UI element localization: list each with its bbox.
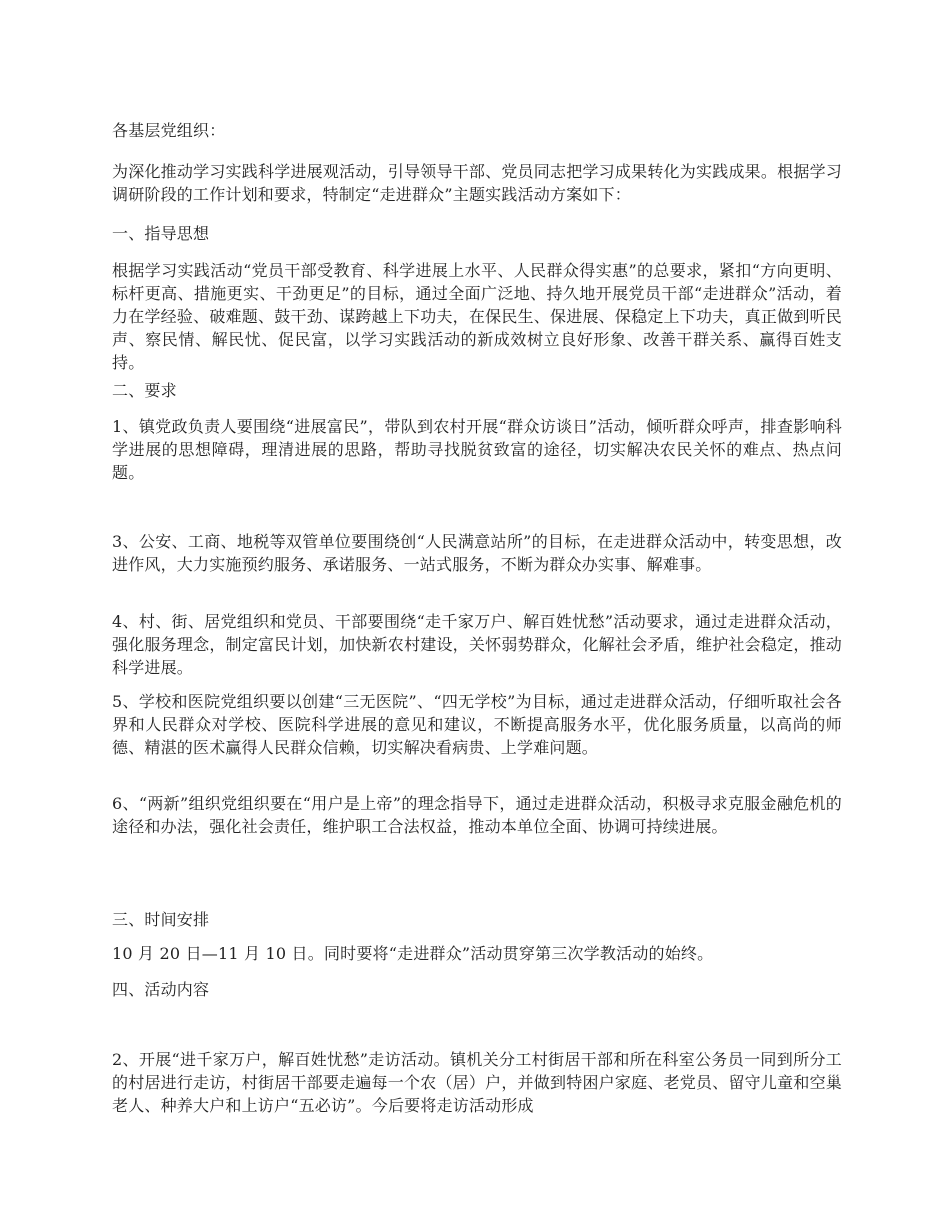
requirement-5: 5、学校和医院党组织要以创建“三无医院”、“四无学校”为目标，通过走进群众活动，仔细听取社会各界和人民群众对学校、医院科学进展的意见和建议，不断提高服务水平，优化服务质量，以高尚的师德、精湛的医术赢得人民群众信赖，切实解决看病贵、上学难问题。	[112, 692, 842, 757]
activity-2: 2、开展“进千家万户，解百姓忧愁”走访活动。镇机关分工村街居干部和所在科室公务员一同到所分工的村居进行走访，村街居干部要走遍每一个农（居）户，并做到特困户家庭、老党员、留守儿童和空巢老人、种养大户和上访户“五必访”。今后要将走访活动形成	[112, 1050, 842, 1115]
requirement-6: 6、“两新”组织党组织要在“用户是上帝”的理念指导下，通过走进群众活动，积极寻求克服金融危机的途径和办法，强化社会责任，维护职工合法权益，推动本单位全面、协调可持续进展。	[112, 794, 842, 836]
section-heading-guiding-ideology: 一、指导思想	[112, 224, 210, 243]
section-heading-activities: 四、活动内容	[112, 980, 210, 999]
schedule-paragraph: 10 月 20 日—11 月 10 日。同时要将“走进群众”活动贯穿第三次学教活动的始终。	[112, 944, 714, 963]
requirement-1: 1、镇党政负责人要围绕“进展富民”，带队到农村开展“群众访谈日”活动，倾听群众呼声，排查影响科学进展的思想障碍，理清进展的思路，帮助寻找脱贫致富的途径，切实解决农民关怀的难点、热点问题。	[112, 417, 842, 482]
requirement-4: 4、村、街、居党组织和党员、干部要围绕“走千家万户、解百姓忧愁”活动要求，通过走进群众活动，强化服务理念，制定富民计划，加快新农村建设，关怀弱势群众，化解社会矛盾，维护社会稳定，推动科学进展。	[112, 612, 842, 677]
section-heading-requirements: 二、要求	[112, 381, 177, 400]
greeting: 各基层党组织：	[112, 121, 226, 140]
intro-paragraph: 为深化推动学习实践科学进展观活动，引导领导干部、党员同志把学习成果转化为实践成果。根据学习调研阶段的工作计划和要求，特制定“走进群众”主题实践活动方案如下：	[112, 162, 842, 204]
section-heading-schedule: 三、时间安排	[112, 910, 210, 929]
guiding-ideology-paragraph: 根据学习实践活动“党员干部受教育、科学进展上水平、人民群众得实惠”的总要求，紧扣“方向更明、标杆更高、措施更实、干劲更足”的目标，通过全面广泛地、持久地开展党员干部“走进群众”活动，着力在学经验、破难题、鼓干劲、谋跨越上下功夫，在保民生、保进展、保稳定上下功夫，真正做到听民声、察民情、解民忧、促民富，以学习实践活动的新成效树立良好形象、改善干群关系、赢得百姓支持。	[112, 261, 842, 372]
requirement-3: 3、公安、工商、地税等双管单位要围绕创“人民满意站所”的目标，在走进群众活动中，转变思想，改进作风，大力实施预约服务、承诺服务、一站式服务，不断为群众办实事、解难事。	[112, 532, 842, 574]
